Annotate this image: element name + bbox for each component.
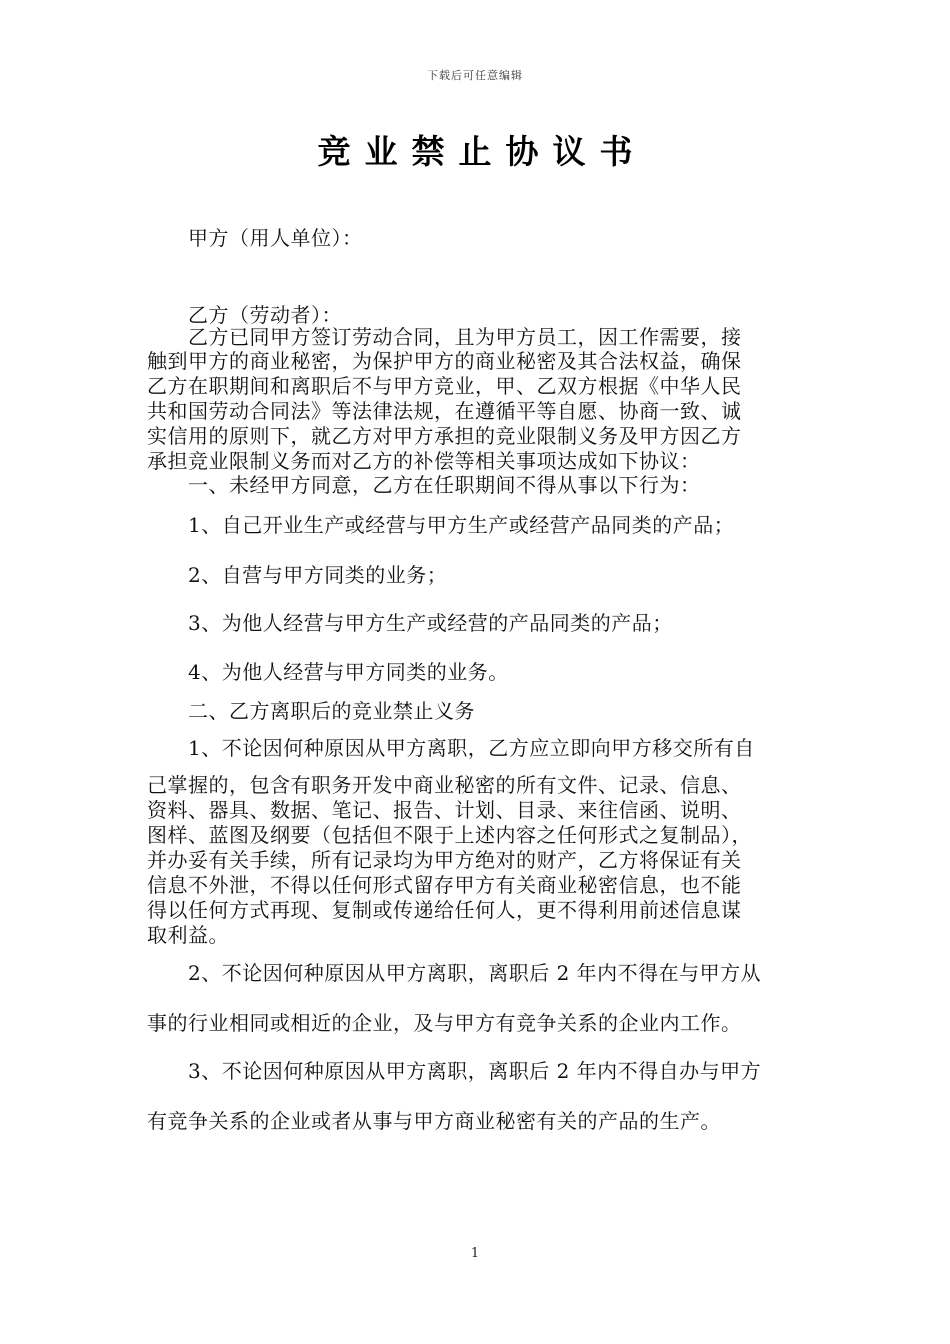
- clause-2-line: 2、不论因何种原因从甲方离职，离职后 2 年内不得在与甲方从: [188, 961, 762, 985]
- clause-2-line: 事的行业相同或相近的企业，及与甲方有竞争关系的企业内工作。: [147, 1011, 742, 1035]
- clause-1-line: 资料、器具、数据、笔记、报告、计划、目录、来往信函、说明、: [147, 798, 742, 822]
- preamble-line: 乙方已同甲方签订劳动合同，且为甲方员工，因工作需要，接: [188, 325, 742, 349]
- party-a-line: 甲方（用人单位）：: [188, 226, 363, 250]
- section-1-item: 4、为他人经营与甲方同类的业务。: [188, 660, 509, 684]
- section-1-heading: 一、未经甲方同意，乙方在任职期间不得从事以下行为：: [188, 473, 701, 497]
- clause-3-line: 3、不论因何种原因从甲方离职，离职后 2 年内不得自办与甲方: [188, 1059, 762, 1083]
- header-note: 下载后可任意编辑: [427, 69, 523, 82]
- section-1-item: 2、自营与甲方同类的业务；: [188, 563, 448, 587]
- preamble-line: 触到甲方的商业秘密，为保护甲方的商业秘密及其合法权益，确保: [147, 349, 742, 373]
- page-number: 1: [470, 1246, 480, 1261]
- clause-1-line: 己掌握的，包含有职务开发中商业秘密的所有文件、记录、信息、: [147, 773, 742, 797]
- clause-1-line: 1、不论因何种原因从甲方离职，乙方应立即向甲方移交所有自: [188, 736, 755, 760]
- section-2-heading: 二、乙方离职后的竞业禁止义务: [188, 699, 475, 723]
- clause-1-line: 取利益。: [147, 923, 229, 947]
- clause-1-line: 并办妥有关手续，所有记录均为甲方绝对的财产，乙方将保证有关: [147, 848, 742, 872]
- clause-1-line: 信息不外泄，不得以任何形式留存甲方有关商业秘密信息，也不能: [147, 873, 742, 897]
- document-title: 竞业禁止协议书: [317, 132, 647, 171]
- preamble-line: 乙方在职期间和离职后不与甲方竞业，甲、乙双方根据《中华人民: [147, 374, 742, 398]
- preamble-line: 共和国劳动合同法》等法律法规，在遵循平等自愿、协商一致、诚: [147, 399, 742, 423]
- section-1-item: 1、自己开业生产或经营与甲方生产或经营产品同类的产品；: [188, 513, 735, 537]
- preamble-line: 承担竞业限制义务而对乙方的补偿等相关事项达成如下协议：: [147, 449, 701, 473]
- clause-3-line: 有竞争关系的企业或者从事与甲方商业秘密有关的产品的生产。: [147, 1109, 721, 1133]
- section-1-item: 3、为他人经营与甲方生产或经营的产品同类的产品；: [188, 611, 673, 635]
- party-b-line: 乙方（劳动者）：: [188, 303, 342, 327]
- clause-1-line: 得以任何方式再现、复制或传递给任何人，更不得利用前述信息谋: [147, 898, 742, 922]
- clause-1-line: 图样、蓝图及纲要（包括但不限于上述内容之任何形式之复制品），: [147, 823, 752, 847]
- preamble-line: 实信用的原则下，就乙方对甲方承担的竞业限制义务及甲方因乙方: [147, 424, 742, 448]
